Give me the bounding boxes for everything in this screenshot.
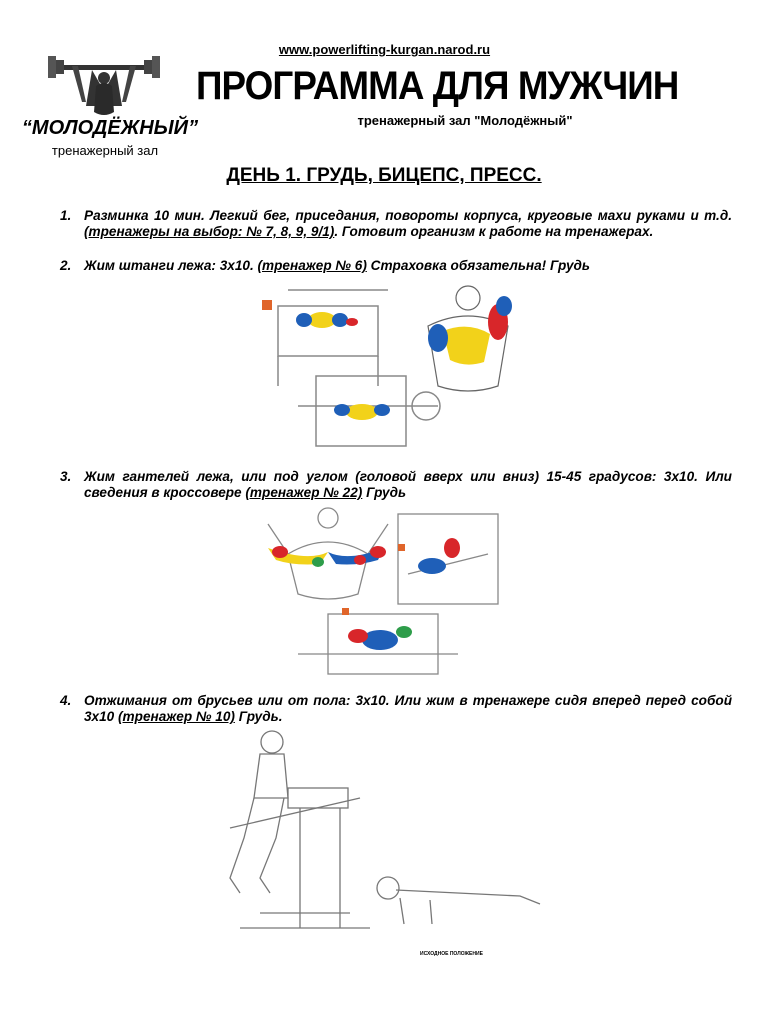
muscle-shapes (296, 312, 390, 420)
machine-link[interactable]: (тренажер № 6) (257, 258, 367, 273)
exercise-item-2 (60, 258, 732, 274)
day-heading: ДЕНЬ 1. ГРУДЬ, БИЦЕПС, ПРЕСС. (226, 165, 542, 186)
item-text-end: . Готовит организм к работе на тренажерах. (334, 224, 654, 239)
label-badge-a (262, 300, 272, 310)
item-text-end: Грудь (362, 485, 407, 500)
machine-link[interactable]: (тренажер № 10) (118, 709, 235, 724)
item-text-end: Страховка обязательна! Грудь (366, 258, 590, 273)
item-number: 1. (60, 208, 72, 223)
illustration-caption: ИСХОДНОЕ ПОЛОЖЕНИЕ (420, 951, 483, 957)
label-badge-b (342, 608, 349, 615)
page-subtitle: тренажерный зал "Молодёжный" (357, 113, 573, 128)
logo-name: “МОЛОДЁЖНЫЙ” (21, 117, 199, 139)
exercise-item-1 (60, 208, 732, 240)
dips-pushups-illustration (200, 728, 560, 953)
item-text: Разминка 10 мин. Легкий бег, приседания, повороты корпуса, круговые махи руками и т.д. (84, 208, 732, 223)
machine-link[interactable]: (тренажер № 22) (245, 485, 363, 500)
item-number: 3. (60, 469, 72, 484)
page-title: ПРОГРАММА ДЛЯ МУЖЧИН (196, 64, 679, 108)
bench-press-illustration (258, 276, 518, 466)
exercise-item-3 (60, 469, 732, 501)
item-text: Отжимания от брусьев или от пола: 3х10. Или жим в тренажере сидя вперед перед собой 3х10 (84, 693, 732, 724)
muscle-shapes (268, 538, 460, 650)
label-badge-a (398, 544, 405, 551)
logo-subtitle: тренажерный зал (51, 143, 159, 158)
dumbbell-press-illustration (258, 504, 514, 684)
site-url-link[interactable]: www.powerlifting-kurgan.narod.ru (278, 42, 491, 57)
logo-barbell-icon (46, 46, 162, 118)
item-number: 2. (60, 258, 72, 273)
machine-link[interactable]: (тренажеры на выбор: № 7, 8, 9, 9/1) (84, 224, 335, 239)
item-text: Жим гантелей лежа, или под углом (головой вверх или вниз) 15-45 градусов: 3х10. Или сведения в кроссовере (84, 469, 732, 500)
item-text: Жим штанги лежа: 3х10. (84, 258, 258, 273)
item-text-end: Грудь. (234, 709, 283, 724)
exercise-item-4 (60, 693, 732, 725)
item-number: 4. (60, 693, 72, 708)
